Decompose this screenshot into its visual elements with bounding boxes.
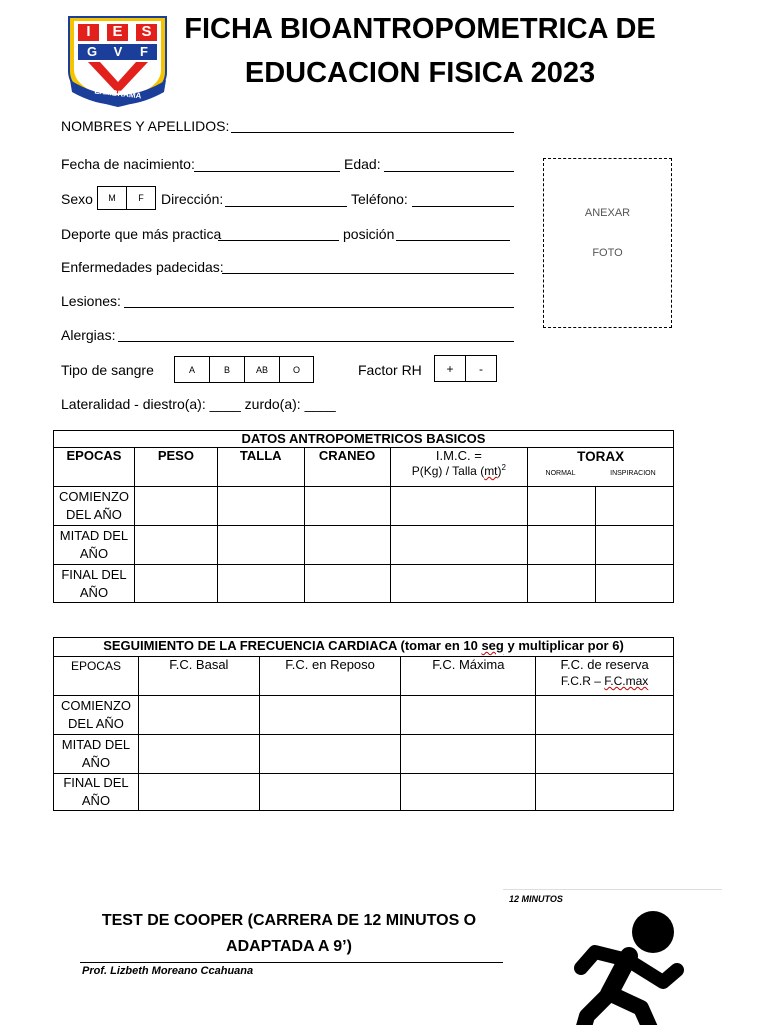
alergias-label: Alergias:	[61, 327, 116, 343]
cardio-title-start: SEGUIMIENTO DE LA FRECUENCIA CARDIACA (tomar en 10	[103, 638, 482, 653]
page-title	[170, 8, 670, 94]
row-label-line: AÑO	[79, 546, 109, 561]
nombres-field[interactable]	[231, 132, 514, 133]
title-line-1: FICHA BIOANTROPOMETRICA DE	[184, 13, 656, 45]
author-name: Prof. Lizbeth Moreano Ccahuana	[82, 965, 254, 977]
imc-formula	[391, 463, 528, 478]
table-row	[54, 565, 674, 603]
direccion-label: Dirección:	[161, 191, 224, 207]
anthro-cell[interactable]	[596, 565, 674, 603]
row-label-line: DEL AÑO	[66, 507, 122, 522]
cardio-header-reserva	[536, 657, 674, 696]
row-label-line: FINAL DEL	[63, 775, 129, 790]
cardio-cell[interactable]	[259, 696, 401, 735]
anthro-cell[interactable]	[134, 526, 217, 565]
row-label-line: AÑO	[81, 793, 111, 808]
cardio-title	[54, 638, 674, 657]
anthro-cell[interactable]	[304, 565, 390, 603]
anthro-cell[interactable]	[596, 526, 674, 565]
cardio-cell[interactable]	[401, 696, 536, 735]
anthro-cell[interactable]	[217, 487, 304, 526]
cooper-title	[74, 908, 504, 960]
enfermedades-field[interactable]	[222, 273, 514, 274]
anthro-cell[interactable]	[217, 526, 304, 565]
cardio-header-reposo: F.C. en Reposo	[259, 657, 401, 696]
imc-formula-end: )	[497, 464, 502, 478]
anthro-header-torax	[528, 448, 674, 487]
cardio-row-label	[54, 696, 139, 735]
posicion-field[interactable]	[396, 240, 510, 241]
photo-text-foto: FOTO	[592, 247, 623, 259]
photo-text-anexar: ANEXAR	[584, 207, 631, 219]
heart-rate-table	[53, 637, 674, 811]
cardio-header-basal: F.C. Basal	[138, 657, 259, 696]
row-label-line: COMIENZO	[60, 698, 131, 713]
school-logo	[66, 14, 170, 108]
cardio-cell[interactable]	[138, 735, 259, 774]
sangre-a-text: A	[188, 364, 195, 375]
table-row	[54, 696, 674, 735]
photo-placeholder[interactable]	[543, 158, 672, 328]
sexo-label: Sexo	[61, 191, 93, 207]
reserva-label: F.C. de reserva	[560, 657, 649, 672]
logo-letter-v: V	[113, 44, 123, 59]
anthro-cell[interactable]	[390, 526, 528, 565]
anthropometric-table	[53, 430, 674, 603]
anthro-row-label	[54, 526, 135, 565]
deporte-field[interactable]	[218, 240, 339, 241]
imc-exponent: 2	[501, 463, 506, 472]
anthro-cell[interactable]	[217, 565, 304, 603]
row-label-line: MITAD DEL	[61, 737, 131, 752]
rh-negative-text: -	[479, 361, 483, 376]
cardio-title-seg: seg	[481, 638, 504, 653]
cardio-cell[interactable]	[259, 774, 401, 811]
anthro-header-epocas: EPOCAS	[54, 448, 135, 487]
torax-inspiracion: INSPIRACION	[610, 470, 656, 477]
logo-ribbon-text: LAMBRAMA	[94, 86, 142, 101]
cardio-cell[interactable]	[138, 696, 259, 735]
telefono-label: Teléfono:	[351, 191, 408, 207]
cardio-title-end: y multiplicar por 6)	[503, 638, 624, 653]
imc-formula-start: P(Kg) / Talla (	[411, 464, 485, 478]
runner-image-label: 12 MINUTOS	[509, 894, 563, 904]
reserva-formula-start: F.C.R –	[560, 674, 605, 688]
anthro-header-craneo: CRANEO	[304, 448, 390, 487]
anthro-row-label	[54, 565, 135, 603]
direccion-field[interactable]	[225, 206, 347, 207]
lateralidad-label: Lateralidad - diestro(a): ____ zurdo(a): ____	[61, 396, 336, 412]
cardio-cell[interactable]	[138, 774, 259, 811]
sangre-a-box[interactable]	[174, 356, 210, 383]
anthro-cell[interactable]	[528, 487, 596, 526]
cardio-cell[interactable]	[401, 774, 536, 811]
nombres-label: NOMBRES Y APELLIDOS:	[61, 118, 230, 134]
sexo-f-text: F	[138, 193, 144, 203]
anthro-cell[interactable]	[304, 526, 390, 565]
runner-image	[503, 889, 722, 1025]
lesiones-field[interactable]	[124, 307, 514, 308]
table-row	[54, 526, 674, 565]
sangre-ab-text: AB	[255, 364, 268, 375]
torax-label: TORAX	[577, 449, 625, 464]
torax-subheaders	[528, 470, 673, 477]
anthro-cell[interactable]	[528, 565, 596, 603]
rh-positive-text: +	[446, 361, 454, 376]
anthro-cell[interactable]	[390, 565, 528, 603]
sangre-ab-box[interactable]	[244, 356, 280, 383]
sangre-b-box[interactable]	[209, 356, 245, 383]
anthro-cell[interactable]	[596, 487, 674, 526]
cardio-cell[interactable]	[536, 774, 674, 811]
sangre-o-text: O	[292, 364, 300, 375]
fecha-nacimiento-field[interactable]	[194, 171, 340, 172]
title-line-2: EDUCACION FISICA 2023	[244, 57, 596, 89]
cardio-row-label	[54, 735, 139, 774]
anthro-header-imc	[390, 448, 528, 487]
cardio-cell[interactable]	[401, 735, 536, 774]
torax-normal: NORMAL	[545, 470, 576, 477]
tipo-sangre-label: Tipo de sangre	[61, 362, 154, 378]
row-label-line: AÑO	[81, 755, 111, 770]
cooper-divider	[80, 962, 504, 963]
rh-negative-box[interactable]	[465, 355, 497, 382]
sangre-o-box[interactable]	[279, 356, 314, 383]
logo-letter-f: F	[140, 44, 148, 59]
sangre-b-text: B	[223, 364, 230, 375]
anthro-cell[interactable]	[304, 487, 390, 526]
table-row	[54, 774, 674, 811]
lesiones-label: Lesiones:	[61, 293, 121, 309]
logo-letter-i: I	[86, 23, 91, 40]
cardio-cell[interactable]	[536, 735, 674, 774]
cardio-cell[interactable]	[259, 735, 401, 774]
row-label-line: MITAD DEL	[59, 528, 129, 543]
logo-letter-e: E	[112, 23, 123, 40]
imc-label: I.M.C. =	[435, 448, 482, 463]
table-row	[54, 735, 674, 774]
anthro-row-label	[54, 487, 135, 526]
cardio-header-epocas: EPOCAS	[54, 657, 139, 696]
cardio-cell[interactable]	[536, 696, 674, 735]
anthro-cell[interactable]	[528, 526, 596, 565]
anthro-header-peso: PESO	[134, 448, 217, 487]
running-person-icon	[503, 890, 722, 1025]
anthro-cell[interactable]	[134, 487, 217, 526]
anthro-cell[interactable]	[134, 565, 217, 603]
sexo-m-text: M	[108, 193, 116, 203]
row-label-line: FINAL DEL	[61, 566, 127, 582]
anthro-title: DATOS ANTROPOMETRICOS BASICOS	[54, 431, 674, 448]
enfermedades-label: Enfermedades padecidas:	[61, 259, 224, 275]
alergias-field[interactable]	[118, 341, 514, 342]
rh-positive-box[interactable]	[434, 355, 466, 382]
table-row	[54, 487, 674, 526]
cooper-title-line-2: ADAPTADA A 9’)	[226, 938, 352, 955]
sexo-f-box[interactable]	[126, 186, 156, 210]
cardio-header-maxima: F.C. Máxima	[401, 657, 536, 696]
cooper-title-line-1: TEST DE COOPER (CARRERA DE 12 MINUTOS O	[101, 912, 477, 929]
anthro-header-talla: TALLA	[217, 448, 304, 487]
anthro-cell[interactable]	[390, 487, 528, 526]
reserva-formula	[536, 674, 673, 688]
reserva-formula-max: F.C.max	[604, 674, 649, 688]
edad-label: Edad:	[344, 156, 381, 172]
edad-field[interactable]	[384, 171, 514, 172]
row-label-line: AÑO	[79, 584, 109, 600]
cardio-row-label	[54, 774, 139, 811]
row-label-line: DEL AÑO	[68, 716, 124, 731]
row-label-line: COMIENZO	[58, 489, 129, 504]
logo-letter-g: G	[86, 44, 98, 59]
deporte-label: Deporte que más practica	[61, 226, 222, 242]
posicion-label: posición	[343, 226, 395, 242]
factor-rh-label: Factor RH	[358, 362, 422, 378]
telefono-field[interactable]	[412, 206, 514, 207]
logo-letter-s: S	[141, 23, 152, 40]
sexo-m-box[interactable]	[97, 186, 127, 210]
imc-formula-mt: mt	[484, 464, 498, 478]
fecha-nacimiento-label: Fecha de nacimiento:	[61, 156, 195, 172]
